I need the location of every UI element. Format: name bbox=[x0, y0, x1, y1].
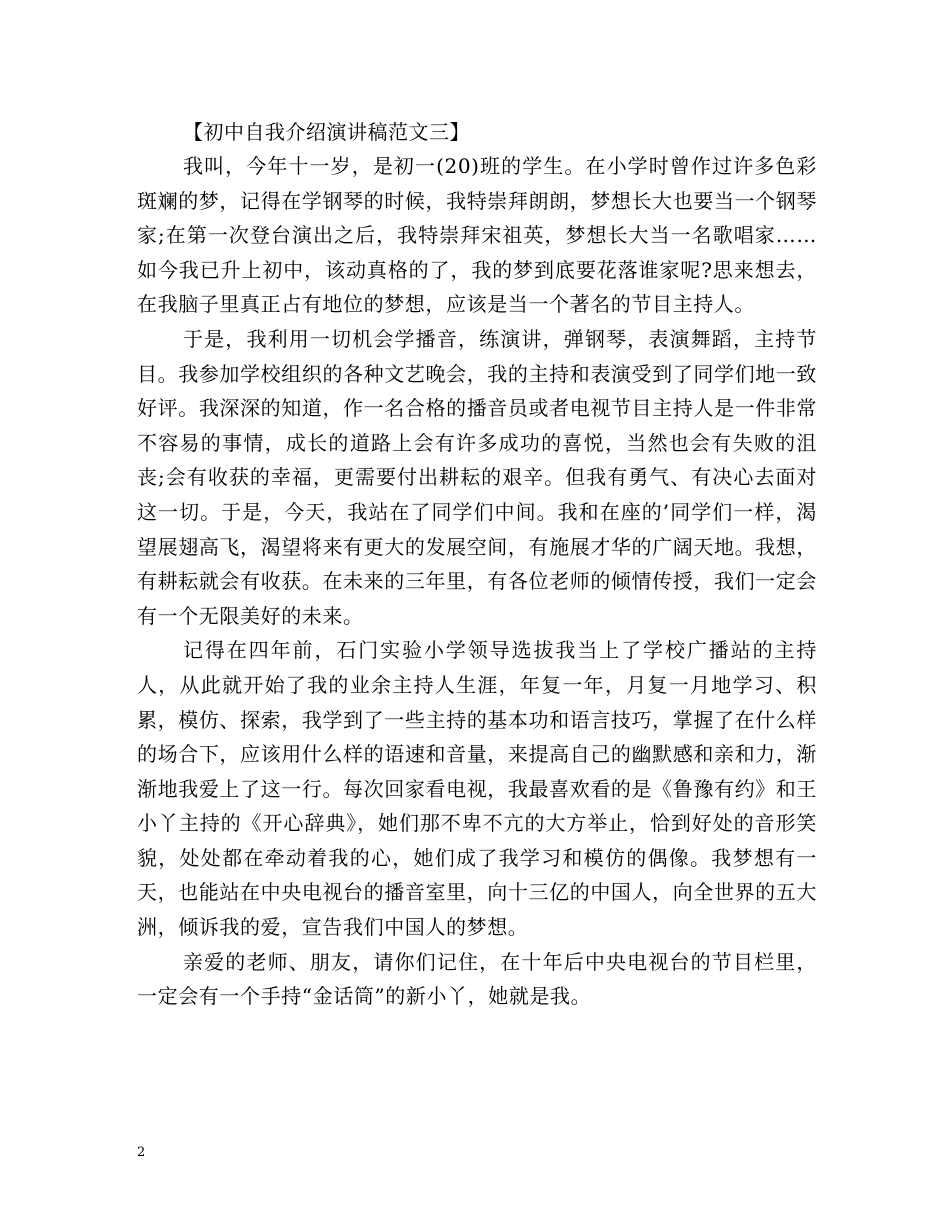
page-number: 2 bbox=[137, 1145, 146, 1160]
paragraph-3: 记得在四年前，石门实验小学领导选拔我当上了学校广播站的主持人，从此就开始了我的业余主持人生涯，年复一年，月复一月地学习、积累，模仿、探索，我学到了一些主持的基本功和语言技巧，掌握了在什么样的场合下，应该用什么样的语速和音量，来提高自己的幽默感和亲和力，渐渐地我爱上了这一行。每次回家看电视，我最喜欢看的是《鲁豫有约》和王小丫主持的《开心辞典》，她们那不卑不亢的大方举止，恰到好处的音形笑貌，处处都在牵动着我的心，她们成了我学习和模仿的偶像。我梦想有一天，也能站在中央电视台的播音室里，向十三亿的中国人，向全世界的五大洲，倾诉我的爱，宣告我们中国人的梦想。 bbox=[137, 638, 817, 940]
paragraph-4: 亲爱的老师、朋友，请你们记住，在十年后中央电视台的节目栏里，一定会有一个手持“金话筒”的新小丫，她就是我。 bbox=[137, 949, 817, 1009]
document-body bbox=[137, 115, 817, 1014]
paragraph-1: 我叫，今年十一岁，是初一(20)班的学生。在小学时曾作过许多色彩斑斓的梦，记得在学钢琴的时候，我特崇拜朗朗，梦想长大也要当一个钢琴家;在第一次登台演出之后，我特崇拜宋祖英，梦想长大当一名歌唱家……如今我已升上初中，该动真格的了，我的梦到底要花落谁家呢?思来想去，在我脑子里真正占有地位的梦想，应该是当一个著名的节目主持人。 bbox=[137, 154, 817, 317]
paragraph-2: 于是，我利用一切机会学播音，练演讲，弹钢琴，表演舞蹈，主持节目。我参加学校组织的各种文艺晚会，我的主持和表演受到了同学们地一致好评。我深深的知道，作一名合格的播音员或者电视节目主持人是一件非常不容易的事情，成长的道路上会有许多成功的喜悦，当然也会有失败的沮丧;会有收获的幸福，更需要付出耕耘的艰辛。但我有勇气、有决心去面对这一切。于是，今天，我站在了同学们中间。我和在座的’同学们一样，渴望展翅高飞，渴望将来有更大的发展空间，有施展才华的广阔天地。我想，有耕耘就会有收获。在未来的三年里，有各位老师的倾情传授，我们一定会有一个无限美好的未来。 bbox=[137, 326, 817, 628]
section-heading: 【初中自我介绍演讲稿范文三】 bbox=[183, 120, 470, 144]
